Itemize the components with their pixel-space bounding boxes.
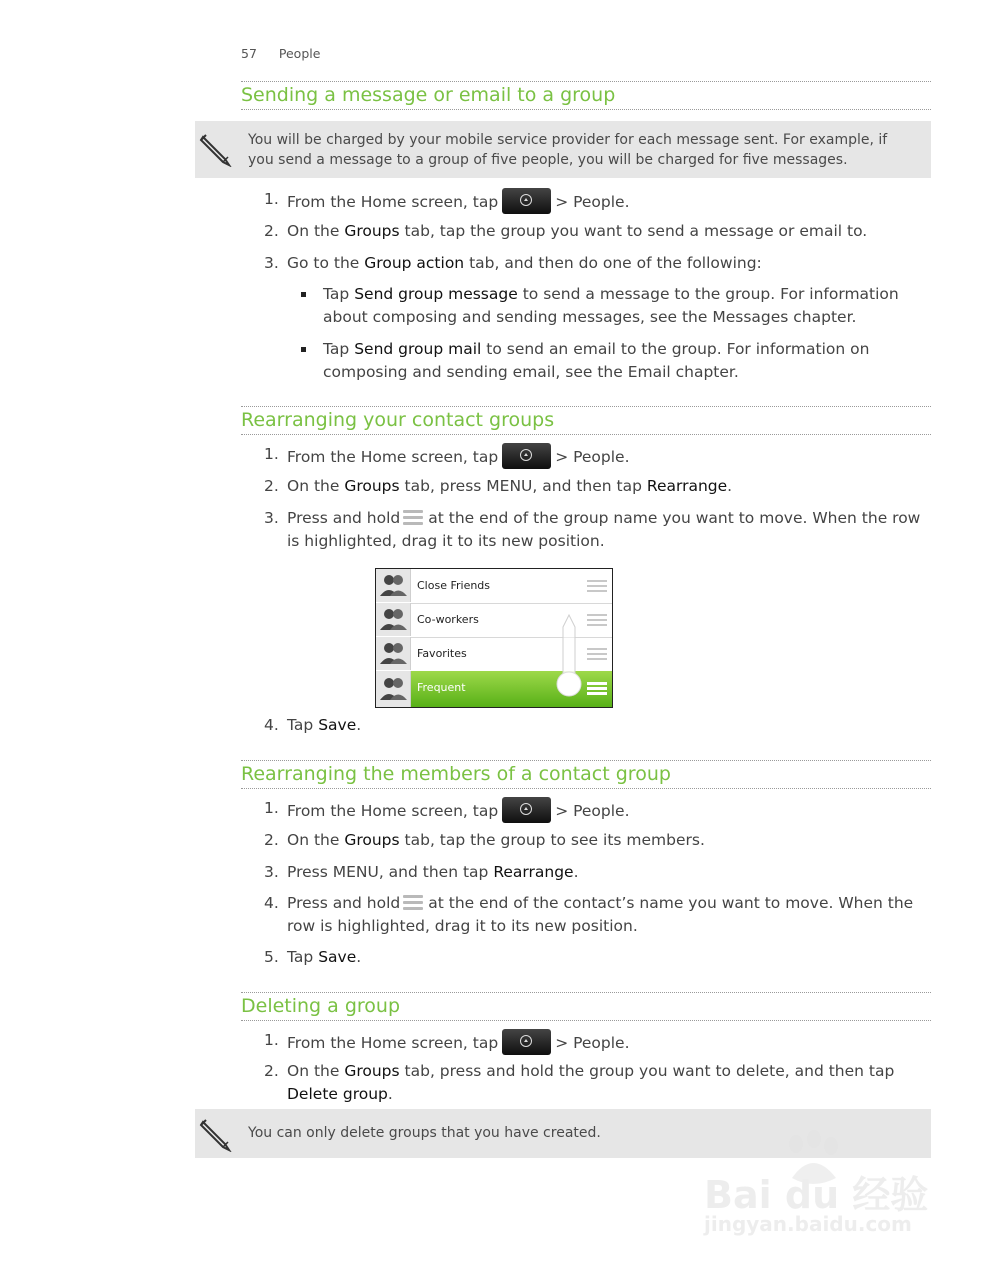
group-row: [376, 569, 612, 604]
step-text: On the: [287, 477, 340, 495]
group-people-icon: [376, 671, 411, 707]
note-box-charges: [195, 121, 931, 178]
page-header: [241, 46, 320, 61]
section-title-rearrange-groups: Rearranging your contact groups: [241, 406, 931, 435]
all-apps-button-icon: [502, 443, 551, 469]
group-row-label: Close Friends: [417, 579, 491, 592]
step: [264, 714, 932, 737]
step-text: From the Home screen, tap: [287, 1034, 499, 1052]
step-number: 2.: [264, 222, 279, 240]
ui-term: Send group message: [354, 285, 518, 303]
drag-handle-icon: [402, 508, 424, 528]
group-people-icon: [376, 637, 411, 670]
step-text: to send a message to the group. For information about composing and sending messages, see the Messages chapter.: [323, 285, 899, 326]
watermark-brand: Bai du 经验: [704, 1173, 929, 1217]
group-row-label: Co-workers: [417, 613, 479, 626]
step-number: 2.: [264, 477, 279, 495]
step-text: > People.: [555, 448, 630, 466]
step-text: Tap: [287, 948, 314, 966]
step: [264, 443, 932, 469]
step: [264, 507, 932, 553]
step-text: tab, tap the group you want to send a message or email to.: [404, 222, 868, 240]
step-text: .: [727, 477, 733, 495]
chapter-name: People: [278, 46, 321, 61]
pencil-icon: [197, 131, 233, 167]
step-number: 2.: [264, 1062, 279, 1080]
step-text: to send an email to the group. For information on composing and sending email, see the Email chapter.: [323, 340, 870, 381]
note-text: You can only delete groups that you have created.: [248, 1125, 601, 1141]
drag-handle-icon: [587, 578, 607, 594]
ui-term: Delete group: [287, 1085, 388, 1103]
note-text: You will be charged by your mobile service provider for each message sent. For example, if you send a message to a group of five people, you will be charged for five messages.: [248, 132, 888, 168]
step-text: tab, press and hold the group you want to delete, and then tap: [404, 1062, 895, 1080]
pencil-icon: [197, 1116, 233, 1152]
step-text: .: [356, 716, 362, 734]
page-number: 57: [241, 46, 257, 61]
step-text: at the end of the group name you want to move. When the row is highlighted, drag it to its new position.: [287, 509, 921, 550]
ui-term: Groups: [344, 477, 400, 495]
step-text: tab, and then do one of the following:: [469, 254, 762, 272]
bullet-marker: [301, 292, 306, 297]
step-text: .: [573, 863, 579, 881]
step: [264, 252, 932, 275]
step-number: 3.: [264, 254, 279, 272]
ui-term: Send group mail: [354, 340, 482, 358]
step: [264, 220, 932, 243]
drag-handle-icon: [587, 646, 607, 662]
bullet-item: [300, 338, 932, 384]
group-row-label: Frequent: [417, 681, 466, 694]
step-text: From the Home screen, tap: [287, 802, 499, 820]
all-apps-button-icon: [502, 188, 551, 214]
step-text: Press and hold: [287, 509, 401, 527]
step-number: 3.: [264, 509, 279, 527]
ui-term: Rearrange: [646, 477, 728, 495]
section-title-rearrange-members: Rearranging the members of a contact group: [241, 760, 931, 789]
step-number: 2.: [264, 831, 279, 849]
step-text: .: [356, 948, 362, 966]
step-number: 4.: [264, 716, 279, 734]
step: [264, 892, 932, 938]
ui-term: Groups: [344, 831, 400, 849]
step-number: 4.: [264, 894, 279, 912]
step: [264, 829, 932, 852]
step-text: > People.: [555, 1034, 630, 1052]
step: [264, 946, 932, 969]
group-row-label: Favorites: [417, 647, 467, 660]
all-apps-button-icon: [502, 1029, 551, 1055]
ui-term: Save: [318, 948, 357, 966]
step-text: > People.: [555, 802, 630, 820]
step: [264, 1060, 932, 1106]
step-text: On the: [287, 222, 340, 240]
step-number: 1.: [264, 445, 279, 463]
step-text: Press and hold: [287, 894, 401, 912]
step-number: 3.: [264, 863, 279, 881]
bullet-marker: [301, 347, 306, 352]
drag-gesture-indicator: [554, 611, 584, 699]
section-title-send-group-message: Sending a message or email to a group: [241, 81, 931, 110]
step-number: 1.: [264, 1031, 279, 1049]
watermark-url: jingyan.baidu.com: [704, 1212, 912, 1236]
step-text: tab, tap the group to see its members.: [404, 831, 705, 849]
ui-term: Groups: [344, 222, 400, 240]
ui-term: Save: [318, 716, 357, 734]
drag-handle-icon: [402, 893, 424, 913]
step-text: tab, press MENU, and then tap: [404, 477, 642, 495]
step-text: Press MENU, and then tap: [287, 863, 489, 881]
ui-term: Groups: [344, 1062, 400, 1080]
bullet-item: [300, 283, 932, 329]
step: [264, 1029, 932, 1055]
step-text: at the end of the contact’s name you want to move. When the row is highlighted, drag it to its new position.: [287, 894, 914, 935]
step-text: Go to the: [287, 254, 360, 272]
step-text: On the: [287, 1062, 340, 1080]
section-title-delete-group: Deleting a group: [241, 992, 931, 1021]
step-text: Tap: [287, 716, 314, 734]
step-text: > People.: [555, 193, 630, 211]
ui-term: Rearrange: [493, 863, 574, 881]
step-number: 5.: [264, 948, 279, 966]
ui-term: Group action: [364, 254, 465, 272]
step-text: Tap: [323, 285, 350, 303]
step: [264, 797, 932, 823]
all-apps-button-icon: [502, 797, 551, 823]
step: [264, 861, 932, 884]
step-number: 1.: [264, 799, 279, 817]
step: [264, 188, 932, 214]
step: [264, 475, 932, 498]
drag-handle-icon: [587, 612, 607, 628]
step-text: On the: [287, 831, 340, 849]
step-text: From the Home screen, tap: [287, 448, 499, 466]
drag-handle-icon: [587, 680, 607, 696]
step-number: 1.: [264, 190, 279, 208]
group-people-icon: [376, 569, 411, 602]
baidu-watermark: [700, 1130, 940, 1250]
step-text: From the Home screen, tap: [287, 193, 499, 211]
rearrange-screenshot: [375, 568, 613, 708]
group-people-icon: [376, 603, 411, 636]
step-text: Tap: [323, 340, 350, 358]
step-text: .: [387, 1085, 393, 1103]
